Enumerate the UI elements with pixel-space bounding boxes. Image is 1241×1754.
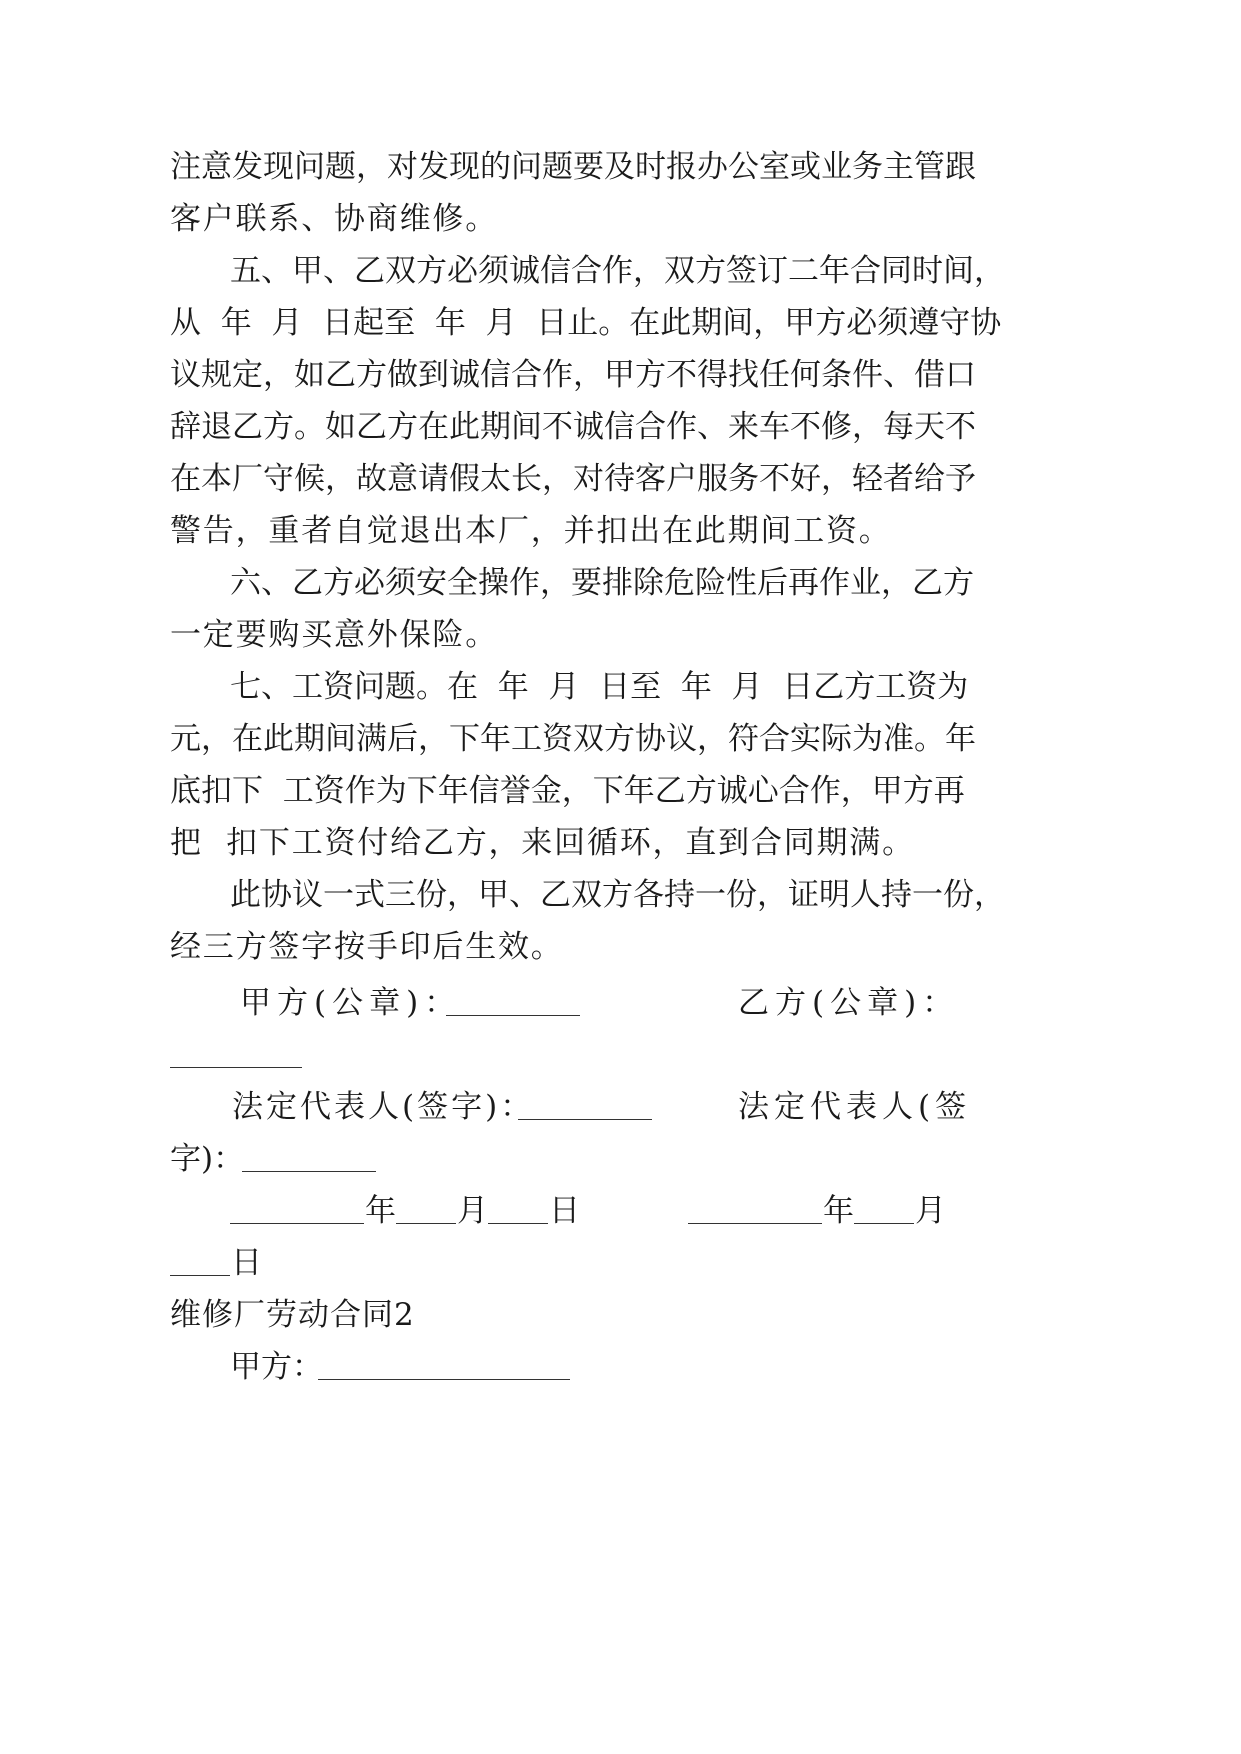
- text-line: 底扣下 工资作为下年信誉金，下年乙方诚心合作，甲方再: [170, 773, 965, 809]
- paragraph-line: [0, 294, 1241, 352]
- text-line: 议规定，如乙方做到诚信合作，甲方不得找任何条件、借口: [170, 357, 976, 393]
- party-a-seal-label: 甲方(公章)：: [240, 985, 462, 1021]
- rep-sign-a-label: 法定代表人(签字)：: [232, 1089, 535, 1125]
- text-line: 六、乙方必须安全操作，要排除危险性后再作业，乙方: [230, 565, 974, 601]
- text-line: 五、甲、乙双方必须诚信合作，双方签订二年合同时间，: [230, 253, 1005, 289]
- date-b-month-label: 月: [915, 1193, 946, 1229]
- text-line: 把 扣下工资付给乙方，来回循环，直到合同期满。: [170, 825, 915, 861]
- paragraph-line: [0, 554, 1241, 612]
- paragraph-line: [0, 814, 1241, 872]
- paragraph-line: [0, 658, 1241, 716]
- date-b-year-blank[interactable]: [688, 1222, 822, 1224]
- text-line: 注意发现问题，对发现的问题要及时报办公室或业务主管跟: [170, 149, 976, 185]
- paragraph-line: [0, 138, 1241, 196]
- paragraph-line: [0, 710, 1241, 768]
- rep-sign-b-blank[interactable]: [242, 1170, 376, 1172]
- paragraph-line: [0, 450, 1241, 508]
- rep-sign-b-label: 法定代表人(签: [738, 1089, 972, 1125]
- party-b-seal-blank[interactable]: [170, 1066, 302, 1068]
- paragraph-line: [0, 866, 1241, 924]
- text-line: 七、工资问题。在 年 月 日至 年 月 日乙方工资为: [230, 669, 969, 705]
- paragraph-line: [0, 242, 1241, 300]
- text-line: 客户联系、协商维修。: [170, 201, 498, 237]
- text-line: 经三方签字按手印后生效。: [170, 929, 564, 965]
- text-line: 警告，重者自觉退出本厂，并扣出在此期间工资。: [170, 513, 892, 549]
- rep-sign-a-blank[interactable]: [518, 1118, 652, 1120]
- next-party-a-blank[interactable]: [318, 1378, 570, 1380]
- date-b-day-blank[interactable]: [170, 1274, 230, 1276]
- date-a-year-blank[interactable]: [230, 1222, 364, 1224]
- text-line: 一定要购买意外保险。: [170, 617, 498, 653]
- date-a-day-blank[interactable]: [488, 1222, 548, 1224]
- date-a-year-label: 年: [365, 1193, 396, 1229]
- paragraph-line: [0, 346, 1241, 404]
- paragraph-line: [0, 918, 1241, 976]
- rep-sign-b-label-cont: 字)：: [170, 1141, 245, 1177]
- party-b-seal-label: 乙方(公章)：: [738, 985, 960, 1021]
- text-line: 辞退乙方。如乙方在此期间不诚信合作、来车不修，每天不: [170, 409, 976, 445]
- paragraph-line: [0, 606, 1241, 664]
- text-line: 从 年 月 日起至 年 月 日止。在此期间，甲方必须遵守协: [170, 305, 1002, 341]
- paragraph-line: [0, 398, 1241, 456]
- paragraph-line: [0, 190, 1241, 248]
- text-line: 元，在此期间满后，下年工资双方协议，符合实际为准。年: [170, 721, 976, 757]
- date-b-year-label: 年: [823, 1193, 854, 1229]
- date-a-month-blank[interactable]: [396, 1222, 456, 1224]
- date-b-day-label: 日: [231, 1245, 262, 1281]
- next-party-a-label: 甲方：: [230, 1349, 323, 1385]
- date-a-day-label: 日: [549, 1193, 580, 1229]
- paragraph-line: [0, 502, 1241, 560]
- text-line: 在本厂守候，故意请假太长，对待客户服务不好，轻者给予: [170, 461, 976, 497]
- party-a-seal-blank[interactable]: [446, 1014, 580, 1016]
- date-b-month-blank[interactable]: [854, 1222, 914, 1224]
- paragraph-line: [0, 762, 1241, 820]
- date-a-month-label: 月: [457, 1193, 488, 1229]
- next-contract-title: 维修厂劳动合同2: [170, 1297, 415, 1333]
- text-line: 此协议一式三份，甲、乙双方各持一份，证明人持一份，: [230, 877, 1005, 913]
